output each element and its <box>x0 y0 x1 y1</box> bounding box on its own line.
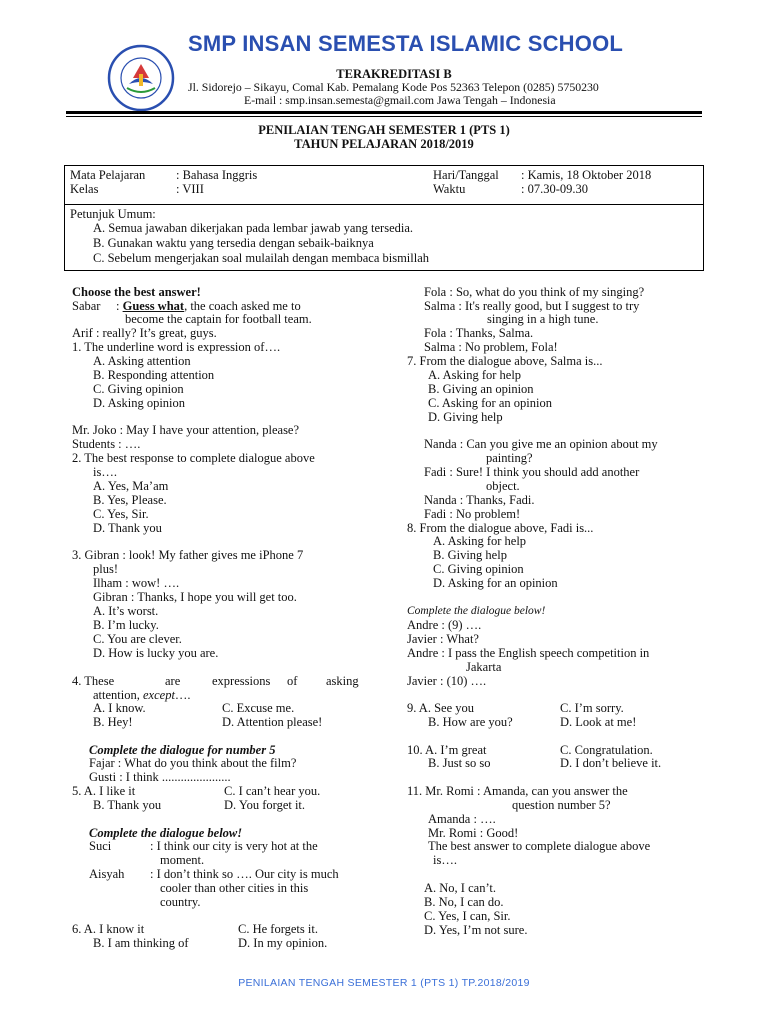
option: D. I don’t believe it. <box>560 756 662 770</box>
dialogue-line: Ilham : wow! …. <box>93 576 180 590</box>
dialogue-line: Mr. Joko : May I have your attention, please? <box>72 423 300 437</box>
option: B. I’m lucky. <box>93 618 159 632</box>
question-4-word: asking <box>326 674 359 688</box>
option: C. Congratulation. <box>560 743 653 757</box>
colon: : <box>116 299 120 313</box>
subject-label: Mata Pelajaran <box>70 168 146 182</box>
option: D. Asking for an opinion <box>433 576 558 590</box>
option: C. I can’t hear you. <box>224 784 321 798</box>
time-label: Waktu <box>433 182 466 196</box>
dialogue-line: Gibran : Thanks, I hope you will get too. <box>93 590 297 604</box>
accreditation: TERAKREDITASI B <box>336 67 452 81</box>
dialogue-line: Salma : No problem, Fola! <box>424 340 558 354</box>
date-value: : Kamis, 18 Oktober 2018 <box>521 168 652 182</box>
dialogue-line: Gusti : I think ...................... <box>89 770 231 784</box>
instructions-box <box>64 204 704 271</box>
exam-year: TAHUN PELAJARAN 2018/2019 <box>294 137 474 151</box>
class-value: : VIII <box>176 182 204 196</box>
question-text: attention, <box>93 688 143 702</box>
option: D. Giving help <box>428 410 503 424</box>
dialogue-line: Andre : (9) …. <box>407 618 482 632</box>
option: D. In my opinion. <box>238 936 328 950</box>
dialogue-line: Fadi : Sure! I think you should add another <box>424 465 640 479</box>
dialogue-line: Fajar : What do you think about the film? <box>89 756 297 770</box>
question-1: 1. The underline word is expression of…. <box>72 340 281 354</box>
option: C. Giving opinion <box>433 562 524 576</box>
dialogue-line: Fadi : No problem! <box>424 507 521 521</box>
question-3-cont: plus! <box>93 562 118 576</box>
class-label: Kelas <box>70 182 99 196</box>
section-heading: Complete the dialogue for number 5 <box>89 743 276 757</box>
underlined-expression: Guess what <box>122 299 185 313</box>
dialogue-line: : I think our city is very hot at the <box>150 839 318 853</box>
speaker: Aisyah <box>89 867 125 881</box>
option: B. Giving an opinion <box>428 382 534 396</box>
dialogue-line: Fola : So, what do you think of my singing? <box>424 285 645 299</box>
page-footer: PENILAIAN TENGAH SEMESTER 1 (PTS 1) TP.2018/2019 <box>238 977 530 989</box>
question-3: 3. Gibran : look! My father gives me iPhone 7 <box>72 548 304 562</box>
section-heading: Complete the dialogue below! <box>407 605 546 617</box>
question-9-option: 9. A. See you <box>407 701 475 715</box>
option: D. Thank you <box>93 521 162 535</box>
option: D. Attention please! <box>222 715 323 729</box>
dialogue-line: painting? <box>486 451 533 465</box>
instructions-heading: Petunjuk Umum: <box>70 207 156 221</box>
dialogue-line: country. <box>160 895 201 909</box>
option: C. Yes, Sir. <box>93 507 149 521</box>
dialogue-line: object. <box>486 479 520 493</box>
option: A. No, I can’t. <box>424 881 496 895</box>
option: C. He forgets it. <box>238 922 318 936</box>
option: A. Yes, Ma’am <box>93 479 169 493</box>
option: B. Just so so <box>428 756 491 770</box>
question-10-option: 10. A. I’m great <box>407 743 487 757</box>
instruction-item: A. Semua jawaban dikerjakan pada lembar jawab yang tersedia. <box>93 221 414 235</box>
dialogue-line: Javier : What? <box>407 632 479 646</box>
school-email: E-mail : smp.insan.semesta@gmail.com Jawa Tengah – Indonesia <box>244 93 556 107</box>
option: B. Giving help <box>433 548 507 562</box>
question-2-cont: is…. <box>93 465 117 479</box>
option: B. No, I can do. <box>424 895 504 909</box>
option: B. I am thinking of <box>93 936 189 950</box>
dialogue-line: : I don’t think so …. Our city is much <box>150 867 339 881</box>
question-11-cont: question number 5? <box>512 798 611 812</box>
info-box <box>64 165 704 205</box>
date-label: Hari/Tanggal <box>433 168 499 182</box>
dialogue-line: become the captain for football team. <box>125 312 312 326</box>
instruction-item: C. Sebelum mengerjakan soal mulailah dengan membaca bismillah <box>93 251 430 265</box>
section-heading: Complete the dialogue below! <box>89 826 243 840</box>
header-rule-thick <box>66 111 702 114</box>
question-7: 7. From the dialogue above, Salma is... <box>407 354 603 368</box>
speaker: Sabar <box>72 299 101 313</box>
dialogue-line: Jakarta <box>466 660 502 674</box>
dialogue-line: Arif : really? It’s great, guys. <box>72 326 217 340</box>
option: B. How are you? <box>428 715 513 729</box>
dialogue-line: Amanda : …. <box>428 812 496 826</box>
option: A. Asking for help <box>433 534 527 548</box>
option: C. You are clever. <box>93 632 182 646</box>
dialogue-line <box>72 300 100 314</box>
question-11-text: is…. <box>433 853 457 867</box>
time-value: : 07.30-09.30 <box>521 182 589 196</box>
dialogue-line: cooler than other cities in this <box>160 881 309 895</box>
speaker: Suci <box>89 839 112 853</box>
except-word: except <box>143 688 175 702</box>
question-4-word: expressions <box>212 674 271 688</box>
option: D. Asking opinion <box>93 396 186 410</box>
question-11: 11. Mr. Romi : Amanda, can you answer the <box>407 784 628 798</box>
question-4-word: of <box>287 674 298 688</box>
dialogue-text: , the coach asked me to <box>184 299 301 313</box>
option: B. Hey! <box>93 715 133 729</box>
question-11-text: The best answer to complete dialogue above <box>428 839 651 853</box>
option: D. Look at me! <box>560 715 637 729</box>
dialogue-line: Nanda : Can you give me an opinion about my <box>424 437 658 451</box>
option: A. Asking attention <box>93 354 191 368</box>
option: B. Responding attention <box>93 368 215 382</box>
option: C. Yes, I can, Sir. <box>424 909 511 923</box>
subject-value: : Bahasa Inggris <box>176 168 258 182</box>
option: D. How is lucky you are. <box>93 646 219 660</box>
dialogue-line: Salma : It's really good, but I suggest to try <box>424 299 640 313</box>
question-6-option: 6. A. I know it <box>72 922 145 936</box>
dialogue-line: Fola : Thanks, Salma. <box>424 326 534 340</box>
section-heading: Choose the best answer! <box>72 285 201 299</box>
question-4: 4. These <box>72 674 115 688</box>
question-5-option: 5. A. I like it <box>72 784 136 798</box>
option: B. Yes, Please. <box>93 493 167 507</box>
option: C. I’m sorry. <box>560 701 624 715</box>
header-rule-thin <box>66 116 702 117</box>
question-4-word: are <box>165 674 181 688</box>
option: A. It’s worst. <box>93 604 159 618</box>
dialogue-line: Students : …. <box>72 437 141 451</box>
option: A. I know. <box>93 701 146 715</box>
exam-title: PENILAIAN TENGAH SEMESTER 1 (PTS 1) <box>258 123 510 137</box>
dialogue-line: Javier : (10) …. <box>407 674 487 688</box>
option: D. Yes, I’m not sure. <box>424 923 528 937</box>
question-8: 8. From the dialogue above, Fadi is... <box>407 521 594 535</box>
instruction-item: B. Gunakan waktu yang tersedia dengan sebaik-baiknya <box>93 236 374 250</box>
option: C. Asking for an opinion <box>428 396 552 410</box>
school-address: Jl. Sidorejo – Sikayu, Comal Kab. Pemalang Kode Pos 52363 Telepon (0285) 5750230 <box>188 80 599 94</box>
option: A. Asking for help <box>428 368 522 382</box>
dialogue-line: Nanda : Thanks, Fadi. <box>424 493 535 507</box>
option: C. Giving opinion <box>93 382 184 396</box>
option: B. Thank you <box>93 798 162 812</box>
dialogue-line: moment. <box>160 853 205 867</box>
dialogue-line: Mr. Romi : Good! <box>428 826 519 840</box>
question-2: 2. The best response to complete dialogue above <box>72 451 315 465</box>
dialogue-line: Andre : I pass the English speech competition in <box>407 646 650 660</box>
option: C. Excuse me. <box>222 701 295 715</box>
question-text: …. <box>174 688 191 702</box>
option: D. You forget it. <box>224 798 306 812</box>
dialogue-line: singing in a high tune. <box>487 312 599 326</box>
school-name: SMP INSAN SEMESTA ISLAMIC SCHOOL <box>188 31 624 56</box>
